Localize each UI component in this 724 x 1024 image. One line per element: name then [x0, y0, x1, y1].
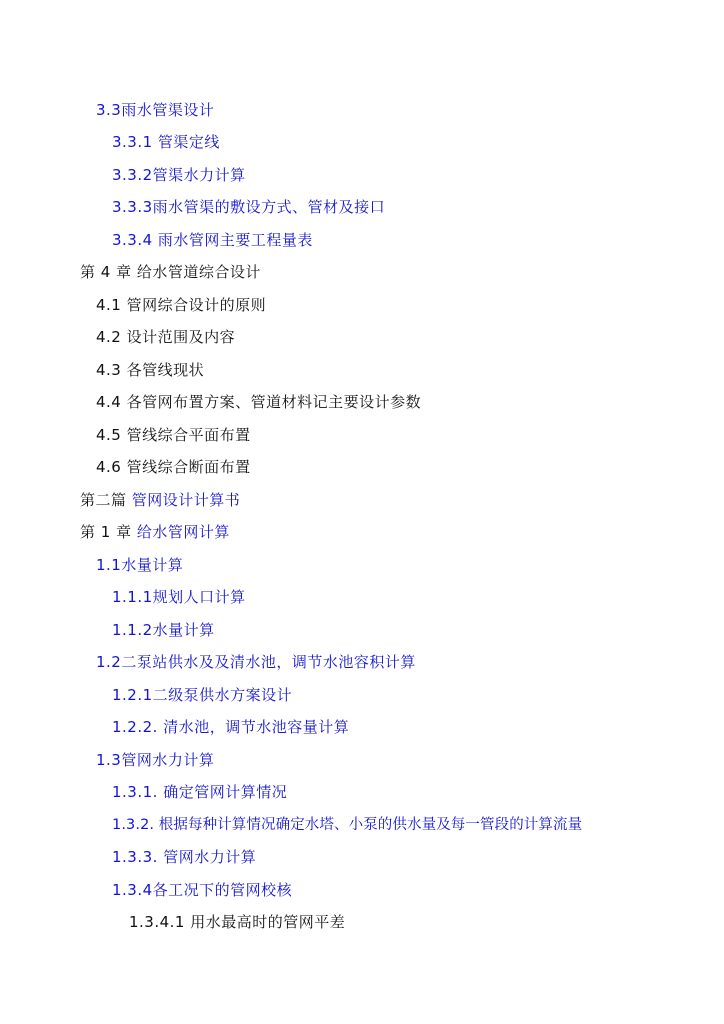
- toc-entry-1-2-1[interactable]: 1.2.1二级泵供水方案设计: [112, 686, 293, 704]
- toc-entry-3-3-2[interactable]: 3.3.2管渠水力计算: [112, 166, 246, 184]
- toc-entry-1-3[interactable]: 1.3管网水力计算: [96, 751, 215, 769]
- toc-entry-chapter-1[interactable]: [80, 522, 230, 542]
- toc-entry-4-1: 4.1 管网综合设计的原则: [96, 296, 267, 314]
- toc-entry-4-4: 4.4 各管网布置方案、管道材料记主要设计参数: [96, 393, 422, 411]
- toc-entry-1-2[interactable]: 1.2二泵站供水及及清水池，调节水池容积计算: [96, 653, 416, 671]
- toc-entry-chapter-4: 第 4 章 给水管道综合设计: [80, 263, 261, 281]
- toc-entry-4-6: 4.6 管线综合断面布置: [96, 458, 251, 476]
- toc-entry-1-1-1[interactable]: 1.1.1规划人口计算: [112, 588, 246, 606]
- toc-entry-4-5: 4.5 管线综合平面布置: [96, 426, 251, 444]
- toc-entry-chapter-1-prefix: 第 1 章: [80, 523, 137, 541]
- toc-entry-1-3-2[interactable]: 1.3.2. 根据每种计算情况确定水塔、小泵的供水量及每一管段的计算流量: [112, 817, 583, 833]
- toc-entry-chapter-1-title[interactable]: 给水管网计算: [136, 523, 230, 541]
- toc-entry-1-3-4-1: 1.3.4.1 用水最高时的管网平差: [129, 913, 346, 931]
- toc-entry-3-3-1[interactable]: 3.3.1 管渠定线: [112, 133, 220, 151]
- toc-entry-1-2-2[interactable]: 1.2.2. 清水池，调节水池容量计算: [112, 718, 350, 736]
- toc-entry-3-3-4[interactable]: 3.3.4 雨水管网主要工程量表: [112, 231, 313, 249]
- toc-entry-part-2-prefix: 第二篇: [80, 491, 132, 509]
- toc-entry-part-2-title[interactable]: 管网设计计算书: [131, 491, 241, 509]
- toc-entry-1-3-4[interactable]: 1.3.4各工况下的管网校核: [112, 881, 293, 899]
- toc-entry-1-1-2[interactable]: 1.1.2水量计算: [112, 621, 215, 639]
- toc-entry-part-2[interactable]: [80, 490, 240, 510]
- toc-entry-4-3: 4.3 各管线现状: [96, 361, 205, 379]
- toc-entry-1-1[interactable]: 1.1水量计算: [96, 556, 184, 574]
- toc-entry-3-3[interactable]: 3.3雨水管渠设计: [96, 101, 215, 119]
- toc-entry-1-3-3[interactable]: 1.3.3. 管网水力计算: [112, 848, 257, 866]
- toc-entry-1-3-1[interactable]: 1.3.1. 确定管网计算情况: [112, 783, 288, 801]
- toc-entry-4-2: 4.2 设计范围及内容: [96, 328, 236, 346]
- toc-entry-3-3-3[interactable]: 3.3.3雨水管渠的敷设方式、管材及接口: [112, 198, 386, 216]
